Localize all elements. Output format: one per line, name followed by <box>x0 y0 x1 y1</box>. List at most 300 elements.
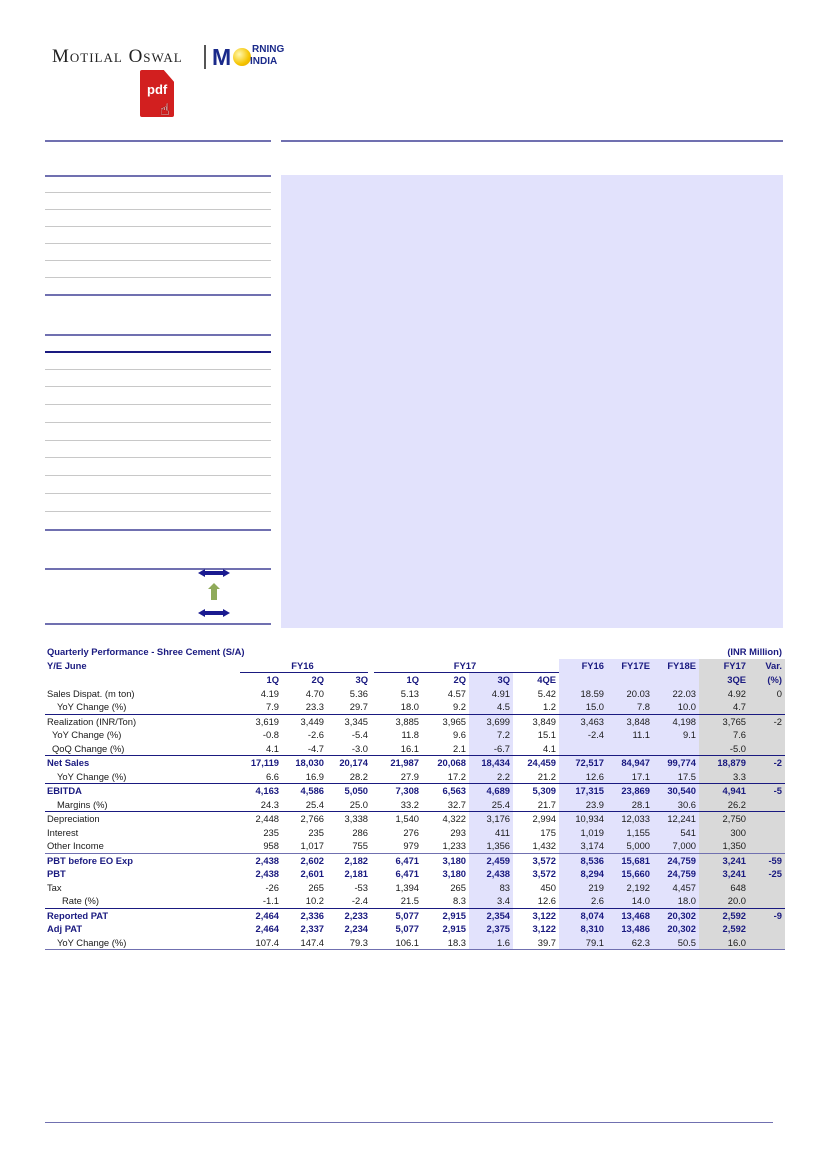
table-row <box>45 826 785 840</box>
table-cell: 12,241 <box>653 812 699 826</box>
table-row <box>45 798 785 812</box>
table-cell: 6,563 <box>422 784 469 798</box>
table-cell: 25.4 <box>305 798 324 810</box>
divider <box>45 294 271 296</box>
row-label: YoY Change (%) <box>52 729 122 740</box>
table-cell: 2,750 <box>699 812 749 826</box>
table-cell: 20,302 <box>653 908 699 922</box>
table-cell: 79.3 <box>327 936 371 950</box>
table-cell: -6.7 <box>469 742 513 756</box>
table-cell: 755 <box>352 840 368 851</box>
table-cell: 7.9 <box>265 701 279 712</box>
table-cell: 2,464 <box>255 923 279 934</box>
table-cell: 1.2 <box>542 701 556 712</box>
ye-label: Y/E June <box>47 659 87 671</box>
table-cell: 3.3 <box>699 770 749 784</box>
table-title: Quarterly Performance - Shree Cement (S/A) <box>47 646 245 657</box>
table-row <box>45 853 785 867</box>
table-cell: -2 <box>749 714 785 728</box>
table-cell: 2,354 <box>469 908 513 922</box>
table-cell: 2,336 <box>282 908 327 922</box>
table-cell: -4.7 <box>307 742 324 754</box>
table-cell: 7,000 <box>653 839 699 853</box>
row-label: Adj PAT <box>47 923 83 934</box>
table-cell: 7,308 <box>371 784 422 798</box>
table-cell: 18,030 <box>282 756 327 770</box>
table-cell: 265 <box>450 881 466 893</box>
table-cell: 3,345 <box>327 714 371 728</box>
table-row <box>45 881 785 895</box>
table-cell: 1,350 <box>699 839 749 853</box>
divider <box>45 493 271 494</box>
table-cell: 50.5 <box>653 936 699 950</box>
table-cell: -25 <box>749 867 785 881</box>
table-cell: 147.4 <box>282 936 327 950</box>
table-cell: 24,759 <box>653 867 699 881</box>
table-cell: 25.4 <box>469 798 513 812</box>
sub-header-cell: 4QE <box>537 674 556 685</box>
table-cell: -2.4 <box>351 895 368 906</box>
table-cell: 7.8 <box>607 700 653 714</box>
table-cell: 235 <box>263 826 279 838</box>
table-cell: 5,000 <box>607 839 653 853</box>
table-cell: 1.6 <box>469 936 513 950</box>
table-cell: 1,356 <box>469 839 513 853</box>
sub-header-cell <box>607 673 653 687</box>
table-cell: 1,019 <box>559 826 607 840</box>
table-cell: 11.1 <box>607 728 653 742</box>
table-cell: 30.6 <box>653 798 699 812</box>
sub-header-cell: 2Q <box>311 674 324 685</box>
table-cell: 4.91 <box>469 687 513 701</box>
table-cell: 2,337 <box>300 923 324 934</box>
table-cell: 20,174 <box>327 756 371 770</box>
table-cell: 30,540 <box>653 784 699 798</box>
table-cell: 2,438 <box>255 868 279 879</box>
table-cell: 24.3 <box>260 798 279 810</box>
table-cell: 276 <box>403 826 419 838</box>
table-cell: 12.6 <box>537 895 556 906</box>
table-cell: 23,869 <box>607 784 653 798</box>
table-cell: 18.3 <box>422 936 469 950</box>
table-cell: 23.9 <box>559 798 607 812</box>
table-cell: 4.1 <box>265 742 279 754</box>
table-cell: 1,233 <box>442 840 466 851</box>
divider <box>45 511 271 512</box>
table-cell: -26 <box>265 881 279 893</box>
row-label: YoY Change (%) <box>45 936 240 950</box>
table-row <box>45 756 785 770</box>
table-cell: 8,536 <box>559 853 607 867</box>
row-label: Depreciation <box>45 812 240 826</box>
table-cell: 12,033 <box>607 812 653 826</box>
table-cell: 16.9 <box>305 770 324 782</box>
divider <box>45 226 271 227</box>
table-cell: 21,987 <box>371 756 422 770</box>
table-cell: 8,310 <box>559 922 607 936</box>
table-cell: 3,849 <box>513 714 559 728</box>
table-cell: -2 <box>749 756 785 770</box>
table-cell: 979 <box>403 840 419 851</box>
sub-header-cell: 1Q <box>406 674 419 685</box>
divider <box>45 175 271 177</box>
morning-india-logo-m: M <box>212 44 232 70</box>
table-cell: 5.42 <box>537 687 556 699</box>
divider <box>45 623 271 625</box>
table-cell: -2.4 <box>559 728 607 742</box>
table-cell: -5.4 <box>351 729 368 740</box>
table-cell: 175 <box>540 826 556 838</box>
row-label: Other Income <box>47 840 104 851</box>
table-cell: 4,586 <box>282 784 327 798</box>
table-cell: 26.2 <box>699 798 749 812</box>
table-row <box>45 770 785 784</box>
row-label: Reported PAT <box>45 908 240 922</box>
table-cell: 9.2 <box>452 701 466 712</box>
table-cell: 5.36 <box>349 687 368 699</box>
table-cell: 3,241 <box>699 867 749 881</box>
table-cell: 3,463 <box>559 714 607 728</box>
divider <box>45 277 271 278</box>
sub-header-cell: 2Q <box>453 674 466 685</box>
table-unit: (INR Million) <box>727 646 782 657</box>
table-cell: 3,176 <box>469 812 513 826</box>
table-cell: -2.6 <box>307 729 324 740</box>
table-cell <box>749 881 785 895</box>
table-cell <box>607 742 653 756</box>
table-cell: 18.0 <box>653 894 699 908</box>
table-cell: 4,198 <box>653 714 699 728</box>
table-cell <box>749 798 785 812</box>
row-label: Tax <box>47 881 62 893</box>
table-cell: 10.0 <box>653 700 699 714</box>
table-cell: 3,180 <box>422 853 469 867</box>
sub-header-cell <box>559 673 607 687</box>
divider <box>45 192 271 193</box>
table-cell: 13,486 <box>607 922 653 936</box>
table-cell: 4,457 <box>653 881 699 895</box>
table-cell: 9.6 <box>452 729 466 740</box>
table-cell: 84,947 <box>607 756 653 770</box>
table-cell: 0 <box>749 687 785 701</box>
table-cell: 265 <box>308 881 324 893</box>
table-cell: 15.0 <box>559 700 607 714</box>
table-cell: 20.0 <box>699 894 749 908</box>
table-cell: 18.0 <box>400 701 419 712</box>
table-cell <box>749 742 785 756</box>
divider <box>45 140 271 142</box>
table-cell: 235 <box>308 826 324 838</box>
divider <box>45 334 271 336</box>
sub-header-label <box>45 673 240 687</box>
table-cell: 958 <box>263 840 279 851</box>
table-cell: 4,689 <box>469 784 513 798</box>
sub-header-cell: 1Q <box>266 674 279 685</box>
table-row <box>45 908 785 922</box>
table-cell: 62.3 <box>607 936 653 950</box>
pdf-label[interactable]: pdf <box>147 82 168 97</box>
table-cell <box>653 742 699 756</box>
table-cell: -59 <box>749 853 785 867</box>
table-cell: 11.8 <box>401 729 419 740</box>
table-cell: 3,572 <box>513 853 559 867</box>
table-cell: 3,848 <box>607 714 653 728</box>
table-cell: 2,181 <box>344 868 368 879</box>
row-label: YoY Change (%) <box>57 701 127 712</box>
table-cell: 16.1 <box>400 742 419 754</box>
table-cell: 72,517 <box>559 756 607 770</box>
table-cell: -1.1 <box>262 895 279 906</box>
group-fy16: FY16 <box>240 659 371 673</box>
table-cell: 28.1 <box>607 798 653 812</box>
table-cell: 450 <box>540 881 556 893</box>
table-cell: 1,394 <box>395 881 419 893</box>
table-cell <box>749 826 785 840</box>
table-cell: 4.7 <box>699 700 749 714</box>
divider <box>45 457 271 458</box>
table-cell: 3,241 <box>699 853 749 867</box>
table-row <box>45 687 785 701</box>
table-cell: -9 <box>749 908 785 922</box>
table-cell: 1,432 <box>532 840 556 851</box>
table-cell: 16.0 <box>699 936 749 950</box>
table-cell: 3,572 <box>532 868 556 879</box>
table-cell: 10,934 <box>559 812 607 826</box>
row-label: Margins (%) <box>57 798 108 810</box>
row-label: Interest <box>47 826 79 838</box>
table-cell: 3,619 <box>240 714 282 728</box>
table-cell: 8,074 <box>559 908 607 922</box>
table-cell: 6,471 <box>395 868 419 879</box>
table-cell: 20,302 <box>653 922 699 936</box>
table-cell: 3,122 <box>513 908 559 922</box>
table-cell <box>749 728 785 742</box>
table-cell: 10.2 <box>305 895 324 906</box>
group-fy17: FY17 <box>371 659 559 673</box>
table-cell: 5,077 <box>371 908 422 922</box>
table-cell: 4.57 <box>447 687 466 699</box>
table-cell: 20.03 <box>607 687 653 701</box>
table-cell: 12.6 <box>559 770 607 784</box>
table-cell: 28.2 <box>349 770 368 782</box>
table-cell: 2,438 <box>240 853 282 867</box>
table-row <box>45 936 785 950</box>
table-cell: 99,774 <box>653 756 699 770</box>
row-label: QoQ Change (%) <box>52 742 125 754</box>
table-cell: 3.4 <box>469 894 513 908</box>
table-cell: 33.2 <box>400 798 419 810</box>
table-cell: 300 <box>699 826 749 840</box>
table-cell: 29.7 <box>349 701 368 712</box>
table-row <box>45 894 785 908</box>
divider <box>45 386 271 387</box>
table-cell: 2.2 <box>469 770 513 784</box>
table-row <box>45 867 785 881</box>
quarterly-performance-table <box>45 645 785 950</box>
divider <box>45 369 271 370</box>
table-row <box>45 742 785 756</box>
right-summary-panel <box>281 175 783 628</box>
table-cell: 4,163 <box>240 784 282 798</box>
table-cell <box>749 700 785 714</box>
table-cell: 2,994 <box>513 812 559 826</box>
table-cell: 3,449 <box>282 714 327 728</box>
table-cell: 3,122 <box>532 923 556 934</box>
table-cell: 2,602 <box>282 853 327 867</box>
table-cell: 21.5 <box>400 895 419 906</box>
divider <box>45 440 271 441</box>
table-cell: 7.6 <box>699 728 749 742</box>
table-cell: 32.7 <box>447 798 466 810</box>
divider <box>45 243 271 244</box>
table-cell: 7.2 <box>469 728 513 742</box>
table-cell <box>749 894 785 908</box>
table-cell: 3,765 <box>699 714 749 728</box>
divider <box>281 140 783 142</box>
table-cell <box>559 742 607 756</box>
table-cell: 15,681 <box>607 853 653 867</box>
table-cell: 3,180 <box>442 868 466 879</box>
table-cell <box>749 770 785 784</box>
table-cell: 2,182 <box>327 853 371 867</box>
table-cell: 83 <box>469 881 513 895</box>
divider <box>45 404 271 405</box>
morning-india-logo-rning: RNING <box>252 44 285 55</box>
row-label: EBITDA <box>45 784 240 798</box>
sub-header-cell <box>653 673 699 687</box>
table-cell: 2,915 <box>422 908 469 922</box>
header-var: Var. <box>749 659 785 673</box>
divider <box>45 351 271 353</box>
table-cell: 541 <box>653 826 699 840</box>
table-cell: 4.1 <box>542 742 556 754</box>
table-row <box>45 812 785 826</box>
morning-india-logo-india: INDIA <box>250 56 278 67</box>
table-cell: 2,233 <box>327 908 371 922</box>
table-cell: 18.59 <box>559 687 607 701</box>
table-cell: 24,459 <box>513 756 559 770</box>
table-row <box>45 714 785 728</box>
table-cell: -5 <box>749 784 785 798</box>
table-cell: 1,540 <box>371 812 422 826</box>
table-cell <box>749 812 785 826</box>
header-fy17e: FY17E <box>607 659 653 673</box>
divider <box>45 209 271 210</box>
header-fy18e: FY18E <box>653 659 699 673</box>
table-cell: -3.0 <box>351 742 368 754</box>
table-row <box>45 922 785 936</box>
table-cell: 2,192 <box>607 881 653 895</box>
table-cell: 17.1 <box>607 770 653 784</box>
table-cell: 25.0 <box>349 798 368 810</box>
table-cell: 2,592 <box>699 908 749 922</box>
table-cell: 8.3 <box>452 895 466 906</box>
table-cell: 23.3 <box>305 701 324 712</box>
table-cell <box>749 936 785 950</box>
table-cell: 21.2 <box>537 770 556 782</box>
table-cell: 18,879 <box>699 756 749 770</box>
table-cell: 4.5 <box>469 700 513 714</box>
divider <box>45 568 271 570</box>
table-cell: 20,068 <box>422 756 469 770</box>
table-cell: 2.6 <box>559 894 607 908</box>
table-cell: 1,017 <box>300 840 324 851</box>
table-cell: 4.70 <box>305 687 324 699</box>
row-label: YoY Change (%) <box>57 770 127 782</box>
table-cell: 4,941 <box>699 784 749 798</box>
header-fy17-est: FY17 <box>699 659 749 673</box>
sub-header-cell: 3QE <box>699 673 749 687</box>
table-cell: -5.0 <box>699 742 749 756</box>
table-cell: 2,375 <box>469 922 513 936</box>
divider <box>45 260 271 261</box>
table-cell: 5,077 <box>395 923 419 934</box>
table-cell: -53 <box>354 881 368 893</box>
brand-logo-text: Motilal Oswal <box>52 46 183 67</box>
table-cell: 2.1 <box>452 742 466 754</box>
table-cell: 2,601 <box>300 868 324 879</box>
table-cell: 219 <box>559 881 607 895</box>
table-cell: 21.7 <box>537 798 556 810</box>
row-label: PBT <box>47 868 66 879</box>
table-row <box>45 839 785 853</box>
sub-header-cell: (%) <box>749 673 785 687</box>
row-label: Net Sales <box>45 756 240 770</box>
table-cell: -0.8 <box>262 729 279 740</box>
table-cell: 2,459 <box>469 853 513 867</box>
table-cell: 15,660 <box>607 867 653 881</box>
table-cell: 8,294 <box>559 867 607 881</box>
table-cell: 1,155 <box>607 826 653 840</box>
table-cell: 17,315 <box>559 784 607 798</box>
sub-header-cell: 3Q <box>355 674 368 685</box>
table-cell: 2,915 <box>442 923 466 934</box>
table-row <box>45 728 785 742</box>
table-cell <box>749 839 785 853</box>
table-cell <box>749 922 785 936</box>
table-cell: 411 <box>469 826 513 840</box>
table-cell: 17,119 <box>240 756 282 770</box>
table-row <box>45 700 785 714</box>
table-cell: 27.9 <box>400 770 419 782</box>
table-cell: 4.19 <box>260 687 279 699</box>
table-cell: 6,471 <box>371 853 422 867</box>
table-row <box>45 784 785 798</box>
table-cell: 15.1 <box>537 729 556 740</box>
table-cell: 6.6 <box>265 770 279 782</box>
table-cell: 3,338 <box>327 812 371 826</box>
table-cell: 2,448 <box>240 812 282 826</box>
table-cell: 107.4 <box>240 936 282 950</box>
table-cell: 3,885 <box>371 714 422 728</box>
sub-header-cell: 3Q <box>469 673 513 687</box>
row-label: Sales Dispat. (m ton) <box>47 687 135 699</box>
sun-icon <box>233 48 251 66</box>
table-cell: 39.7 <box>513 936 559 950</box>
table-cell: 79.1 <box>559 936 607 950</box>
rating-arrows-icon <box>198 569 230 621</box>
table-cell: 648 <box>699 881 749 895</box>
table-cell: 5.13 <box>400 687 419 699</box>
hand-pointer-icon: ☝ <box>160 100 170 119</box>
table-cell: 14.0 <box>607 894 653 908</box>
row-label: Rate (%) <box>62 895 99 906</box>
divider <box>45 422 271 423</box>
table-cell: 106.1 <box>371 936 422 950</box>
table-cell: 2,234 <box>344 923 368 934</box>
table-cell: 5,309 <box>513 784 559 798</box>
table-cell: 4,322 <box>422 812 469 826</box>
